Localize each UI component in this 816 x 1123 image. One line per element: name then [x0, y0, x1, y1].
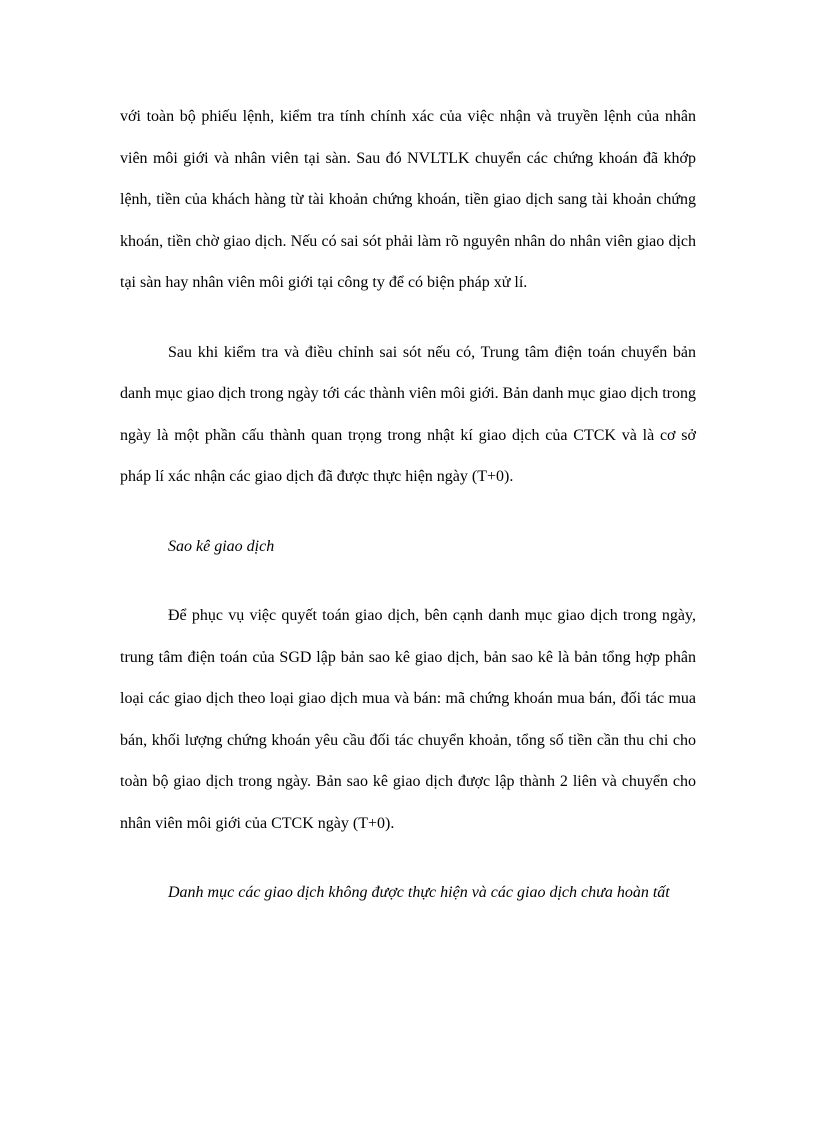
heading-unexecuted-transactions: Danh mục các giao dịch không được thực hiện và các giao dịch chưa hoàn tất [168, 884, 670, 901]
paragraph-order-verification: với toàn bộ phiếu lệnh, kiểm tra tính chính xác của việc nhận và truyền lệnh của nhân viên môi giới và nhân viên tại sàn. Sau đó NVLTLK chuyển các chứng khoán đã khớp lệnh, tiền của khách hàng từ tài khoản chứng khoán, tiền giao dịch sang tài khoản chứng khoán, tiền chờ giao dịch. Nếu có sai sót phải làm rõ nguyên nhân do nhân viên giao dịch tại sàn hay nhân viên môi giới tại công ty để có biện pháp xử lí. [120, 108, 696, 291]
paragraph-transaction-statement: Để phục vụ việc quyết toán giao dịch, bên cạnh danh mục giao dịch trong ngày, trung tâm điện toán của SGD lập bản sao kê giao dịch, bản sao kê là bản tổng hợp phân loại các giao dịch theo loại giao dịch mua và bán: mã chứng khoán mua bán, đối tác mua bán, khối lượng chứng khoán yêu cầu đối tác chuyển khoản, tổng số tiền cần thu chi cho toàn bộ giao dịch trong ngày. Bản sao kê giao dịch được lập thành 2 liên và chuyển cho nhân viên môi giới của CTCK ngày (T+0). [120, 607, 696, 832]
heading-transaction-statement: Sao kê giao dịch [168, 537, 275, 555]
document-page [120, 96, 696, 914]
paragraph-daily-transaction-list: Sau khi kiểm tra và điều chỉnh sai sót nếu có, Trung tâm điện toán chuyển bản danh mục giao dịch trong ngày tới các thành viên môi giới. Bản danh mục giao dịch trong ngày là một phần cấu thành quan trọng trong nhật kí giao dịch của CTCK và là cơ sở pháp lí xác nhận các giao dịch đã được thực hiện ngày (T+0). [120, 343, 696, 485]
